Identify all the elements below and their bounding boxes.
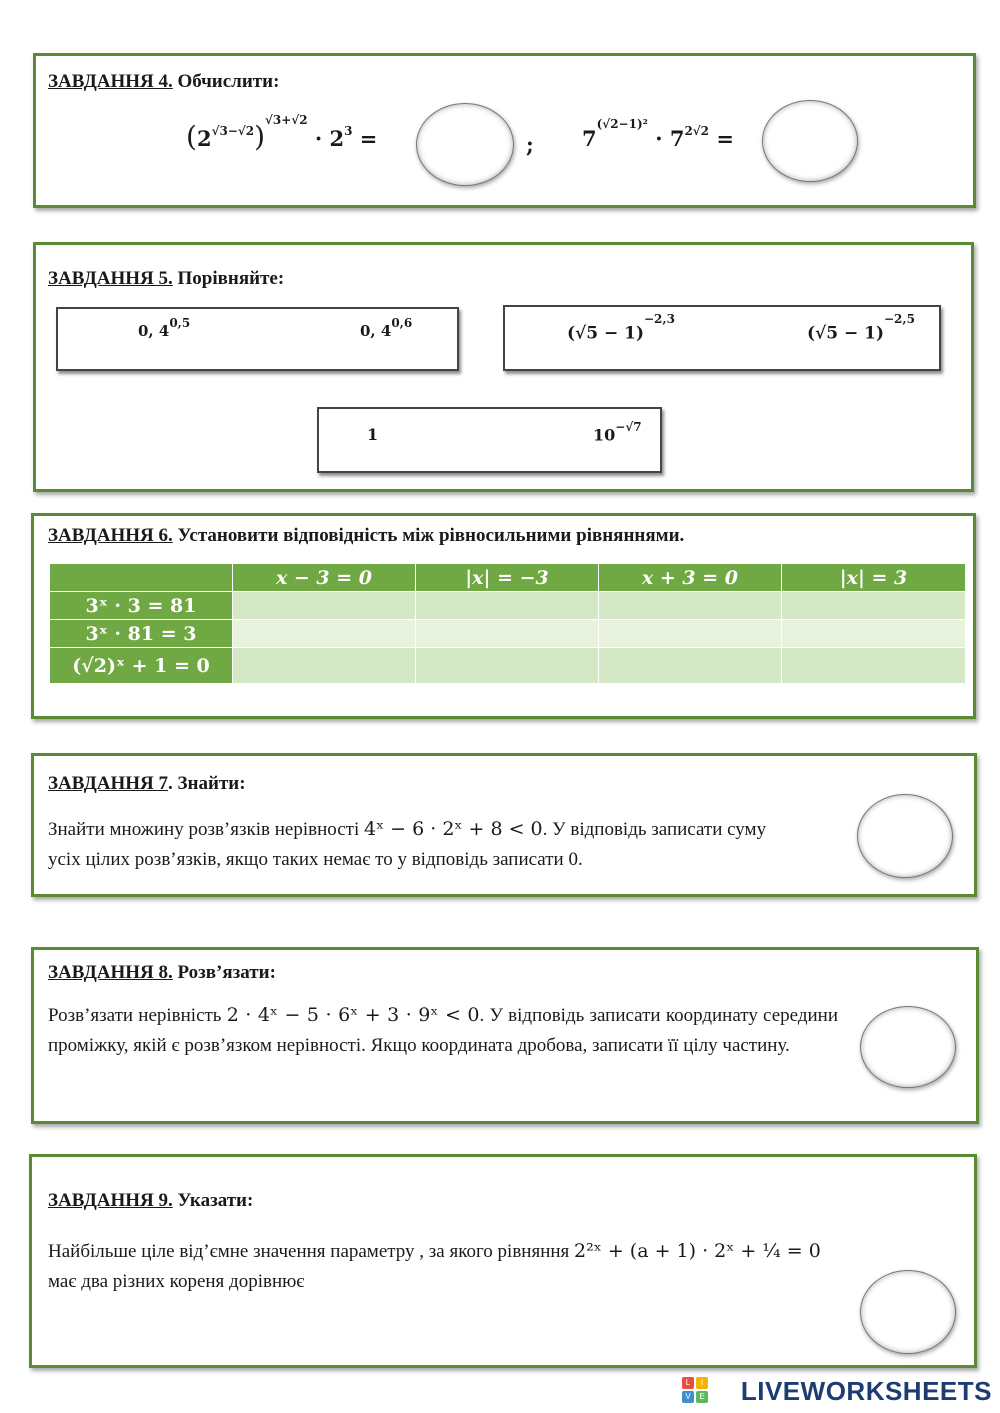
compare-1-right: 0, 4$^{0,6}$ bbox=[360, 316, 413, 340]
task4-title bbox=[48, 71, 279, 93]
task4-heading: Обчислити: bbox=[172, 71, 280, 92]
task9-text: Найбільше ціле від’ємне значення параметру , за якого рівняння 2²ˣ + (a + 1) · 2ˣ + ¼ = 0 має два різних кореня дорівнює bbox=[48, 1240, 821, 1292]
column-header: x + 3 = 0 bbox=[599, 564, 782, 592]
compare-3-left: 1 bbox=[367, 425, 379, 444]
compare-1-left: 0, 4$^{0,5}$ bbox=[138, 316, 191, 340]
task6-label: ЗАВДАННЯ 6. bbox=[48, 525, 173, 546]
task9-title bbox=[48, 1190, 253, 1212]
task6-panel bbox=[31, 513, 976, 719]
task8-panel bbox=[31, 947, 979, 1124]
match-cell[interactable] bbox=[782, 620, 966, 648]
task8-inequality: 2 · 4ˣ − 5 · 6ˣ + 3 · 9ˣ < 0 bbox=[226, 1004, 480, 1026]
compare-box-1[interactable] bbox=[56, 307, 459, 371]
table-header-row bbox=[50, 564, 966, 592]
match-cell[interactable] bbox=[599, 592, 782, 620]
table-row bbox=[50, 620, 966, 648]
task5-panel bbox=[33, 242, 974, 492]
task7-label: ЗАВДАННЯ 7 bbox=[48, 773, 169, 794]
brand-name: LIVEWORKSHEETS bbox=[740, 1376, 992, 1406]
task4-answer-1-input[interactable] bbox=[416, 103, 514, 186]
task7-inequality: 4ˣ − 6 · 2ˣ + 8 < 0 bbox=[363, 818, 543, 840]
compare-2-left: $(√5 - 1)^{-2,3}$ bbox=[567, 312, 675, 344]
task9-equation: 2²ˣ + (a + 1) · 2ˣ + ¼ = 0 bbox=[574, 1240, 821, 1262]
task8-label: ЗАВДАННЯ 8. bbox=[48, 962, 173, 983]
match-cell[interactable] bbox=[782, 592, 966, 620]
match-cell[interactable] bbox=[416, 648, 599, 684]
task7-answer-input[interactable] bbox=[857, 794, 953, 878]
match-cell[interactable] bbox=[599, 648, 782, 684]
task6-title bbox=[48, 525, 684, 547]
match-cell[interactable] bbox=[233, 620, 416, 648]
task5-label: ЗАВДАННЯ 5. bbox=[48, 268, 173, 289]
column-header: |x| = −3 bbox=[416, 564, 599, 592]
task8-text: Розв’язати нерівність 2 · 4ˣ − 5 · 6ˣ + 3 · 9ˣ < 0. У відповідь записати координату середини проміжку, якій є розв’язком нерівності. Якщо координата дробова, записати її цілу частину. bbox=[48, 1004, 838, 1056]
liveworksheets-logo-icon: L I V E bbox=[682, 1377, 708, 1403]
task4-expression-1: $(2^{√3-√2})^{√3+√2} \cdot 2^3$ = bbox=[186, 113, 378, 153]
task7-heading: . Знайти: bbox=[168, 773, 246, 794]
task4-separator: ; bbox=[526, 132, 534, 157]
task4-label: ЗАВДАННЯ 4. bbox=[48, 71, 173, 92]
row-header: (√2)ˣ + 1 = 0 bbox=[50, 648, 233, 684]
table-row bbox=[50, 592, 966, 620]
task8-heading: Розв’язати: bbox=[172, 962, 276, 983]
task4-answer-2-input[interactable] bbox=[762, 100, 858, 182]
match-cell[interactable] bbox=[599, 620, 782, 648]
match-cell[interactable] bbox=[233, 592, 416, 620]
compare-3-right: $10^{-√7}$ bbox=[593, 420, 642, 445]
task4-expression-2: $7^{(√2-1)^2} \cdot 7^{2√2}$ = bbox=[582, 117, 734, 151]
row-header: 3ˣ · 3 = 81 bbox=[50, 592, 233, 620]
task9-heading: Указати: bbox=[172, 1190, 254, 1211]
match-cell[interactable] bbox=[233, 648, 416, 684]
task5-heading: Порівняйте: bbox=[172, 268, 285, 289]
compare-2-right: $(√5 - 1)^{-2,5}$ bbox=[807, 312, 915, 344]
task9-panel bbox=[29, 1154, 977, 1368]
task7-title bbox=[48, 773, 246, 795]
task4-panel bbox=[33, 53, 976, 208]
task9-answer-input[interactable] bbox=[860, 1270, 956, 1354]
matching-table bbox=[49, 563, 966, 684]
task7-text: Знайти множину розв’язків нерівності 4ˣ − 6 · 2ˣ + 8 < 0. У відповідь записати суму усіх цілих розв’язків, якщо таких немає то у відповідь записати 0. bbox=[48, 818, 767, 870]
task8-answer-input[interactable] bbox=[860, 1006, 956, 1088]
match-cell[interactable] bbox=[782, 648, 966, 684]
compare-box-3[interactable] bbox=[317, 407, 662, 473]
compare-box-2[interactable] bbox=[503, 305, 941, 371]
table-row bbox=[50, 648, 966, 684]
column-header: |x| = 3 bbox=[782, 564, 966, 592]
table-corner bbox=[50, 564, 233, 592]
match-cell[interactable] bbox=[416, 592, 599, 620]
task8-title bbox=[48, 962, 276, 984]
column-header: x − 3 = 0 bbox=[233, 564, 416, 592]
task7-panel bbox=[31, 753, 977, 897]
task5-title bbox=[48, 268, 284, 290]
task9-label: ЗАВДАННЯ 9. bbox=[48, 1190, 173, 1211]
match-cell[interactable] bbox=[416, 620, 599, 648]
row-header: 3ˣ · 81 = 3 bbox=[50, 620, 233, 648]
task6-heading: Установити відповідність між рівносильними рівняннями. bbox=[172, 525, 685, 546]
